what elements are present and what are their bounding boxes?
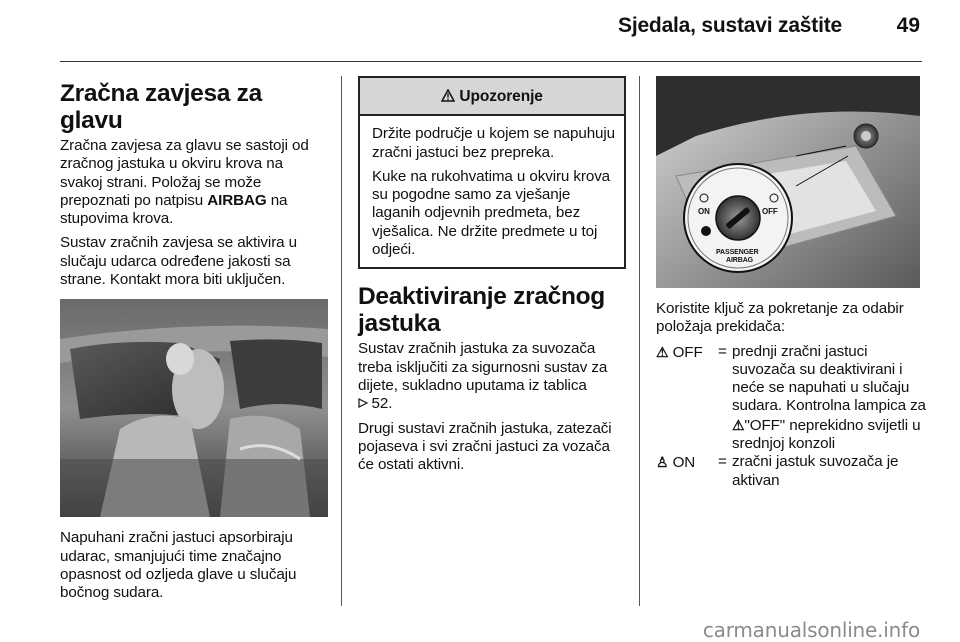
switch-row-on: ♙ ON = zračni jastuk suvozača je aktivan [656, 453, 928, 490]
switch-off-description: prednji zračni jastuci suvozača su deaktivirani i neće se napuhati u slučaju sudara. Kontrolna lampica za ⚠"OFF" neprekidno svijetli u srednjoj konzoli [732, 342, 926, 453]
airbag-label-text: AIRBAG [207, 191, 267, 209]
paragraph-curtain-description: Zračna zavjesa za glavu se sastoji od zračnog jastuka u okviru krova na svakoj strani. Položaj se može prepoznati po natpisu AIRBAG na stupovima krova. [60, 137, 309, 228]
switch-positions-table [656, 343, 928, 490]
warning-header [360, 78, 624, 116]
switch-label-passenger: PASSENGER [716, 249, 759, 256]
column-curtain-airbag [60, 76, 328, 609]
page-number: 49 [896, 14, 920, 37]
airbag-on-icon: ♙ [656, 454, 669, 471]
column-divider-2 [639, 76, 640, 606]
page-reference-icon [358, 396, 372, 411]
photo-caption: Napuhani zračni jastuci apsorbiraju udarac, smanjujući time značajno opasnost od ozljeda glave u slučaju bočnog sudara. [60, 529, 297, 602]
watermark: carmanualsonline.info [702, 618, 920, 642]
page-reference-link[interactable]: 52. [371, 395, 393, 413]
warning-box [358, 76, 626, 269]
paragraph-other-systems: Drugi sustavi zračnih jastuka, zatezači pojaseva i svi zračni jastuci za vozača će ostati aktivni. [358, 419, 612, 474]
switch-row-off: ⚠ OFF = prednji zračni jastuci suvozača su deaktivirani i neće se napuhati u slučaju sudara. Kontrolna lampica za ⚠"OFF" neprekidno svijetli u srednjoj konzoli [656, 343, 928, 454]
warning-title: Upozorenje [459, 88, 543, 105]
airbag-switch-photo [656, 76, 928, 288]
header-divider [60, 61, 922, 62]
warning-body [360, 116, 624, 267]
airbag-off-icon: ⚠ [656, 343, 669, 360]
airbag-off-inline-icon: ⚠ [732, 416, 745, 433]
switch-label-airbag: AIRBAG [726, 257, 754, 264]
paragraph-curtain-activation: Sustav zračnih zavjesa se aktivira u slučaju udarca određene jakosti sa strane. Kontakt mora biti uključen. [60, 234, 297, 289]
warning-paragraph-2: Kuke na rukohvatima u okviru krova su pogodne samo za vješanje laganih odjevnih predmeta, bez vješalica. Ne držite predmete u toj odjeći. [372, 167, 611, 259]
switch-label-off: OFF [762, 207, 778, 216]
paragraph-deactivation: Sustav zračnih jastuka za suvozača treba isključiti za sigurnosni sustav za dijete, sukladno uputama iz tablica 52. [358, 340, 608, 413]
section-heading-curtain-airbag: Zračna zavjesa za glavu [60, 80, 262, 134]
warning-paragraph-1: Držite područje u kojem se napuhuju zračni jastuci bez prepreka. [372, 125, 616, 161]
switch-on-label: ON [672, 454, 696, 472]
column-switch [656, 76, 928, 490]
switch-off-label: OFF [672, 343, 703, 361]
paragraph-switch-intro: Koristite ključ za pokretanje za odabir položaja prekidača: [656, 300, 904, 336]
running-header-title: Sjedala, sustavi zaštite [618, 14, 842, 37]
column-warning-deactivation [358, 76, 626, 480]
curtain-airbag-photo [60, 299, 328, 517]
section-heading-deactivation: Deaktiviranje zračnog jastuka [358, 283, 605, 338]
switch-on-description: zračni jastuk suvozača je aktivan [732, 453, 899, 489]
warning-triangle-icon [441, 88, 459, 105]
column-divider-1 [341, 76, 342, 606]
switch-label-on: ON [698, 207, 710, 216]
